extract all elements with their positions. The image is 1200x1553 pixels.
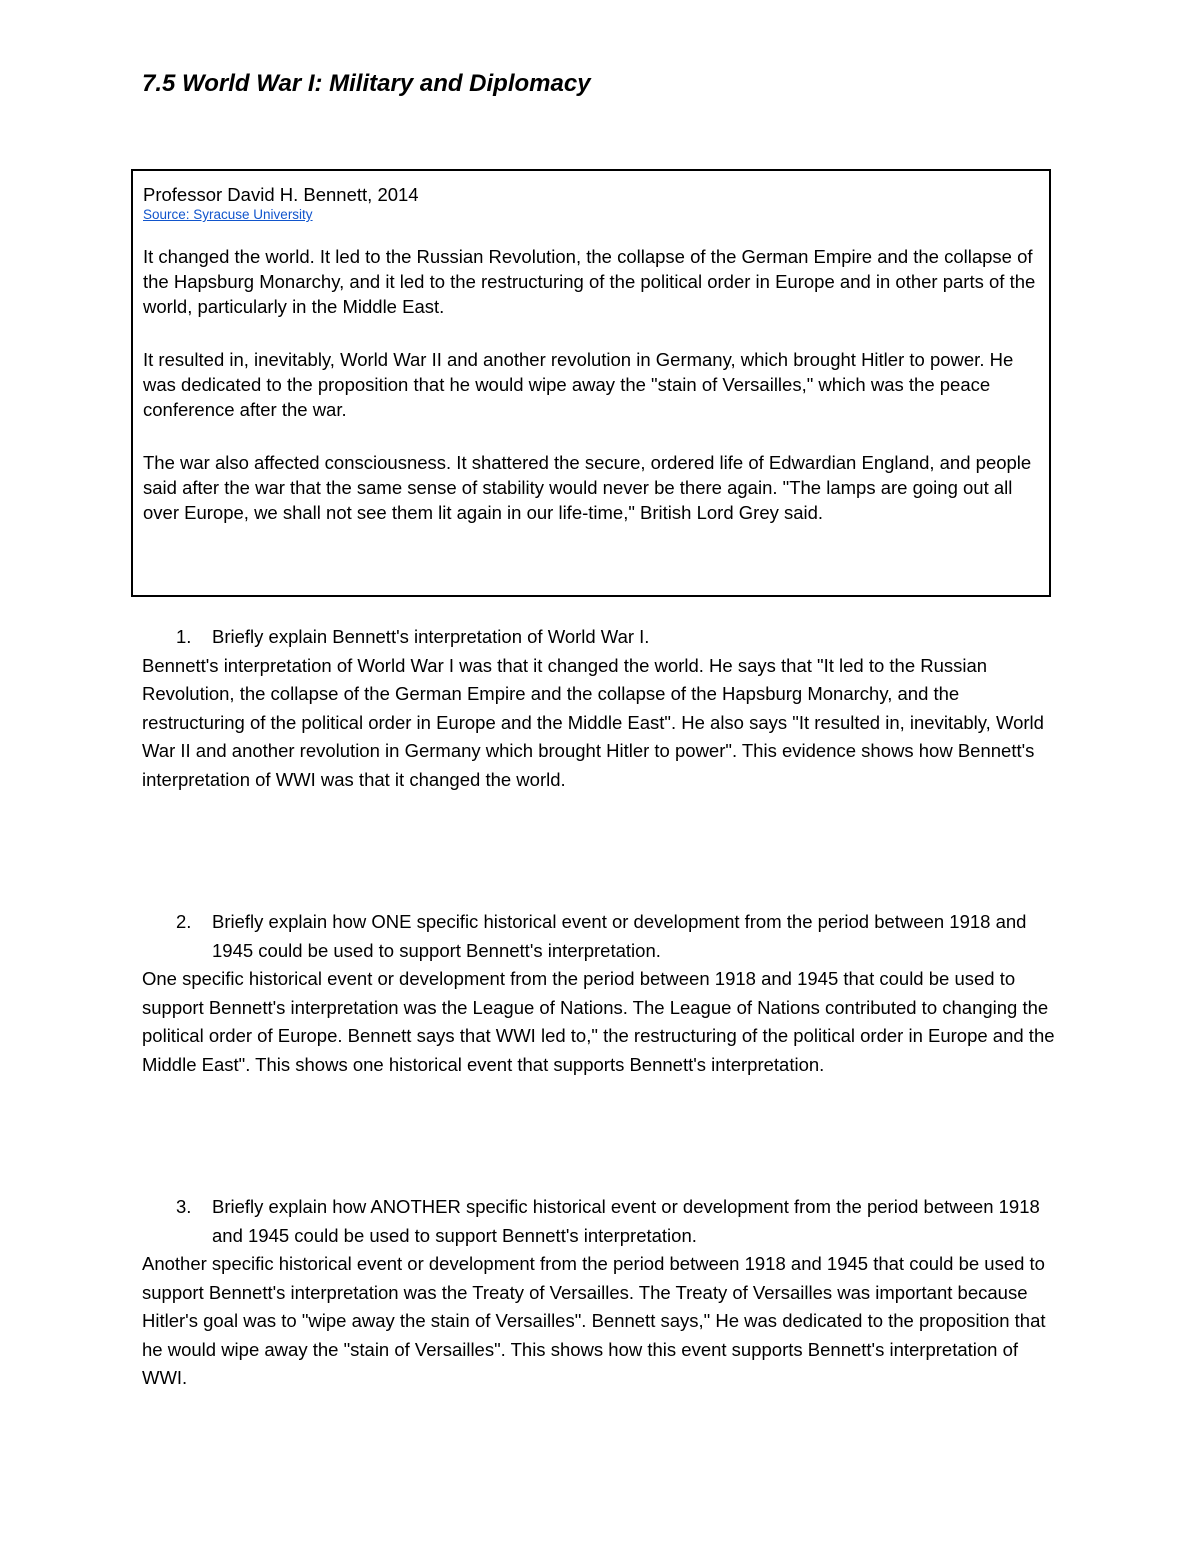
question-text: Briefly explain how ANOTHER specific historical event or development from the period between 1918 and 1945 could be used to support Bennett's interpretation. (212, 1196, 1040, 1246)
question-number: 2. (176, 911, 192, 932)
answer-text: Another specific historical event or development from the period between 1918 and 1945 that could be used to support Bennett's interpretation was the Treaty of Versailles. The Treaty of Versailles was important because Hitler's goal was to "wipe away the stain of Versailles". Bennett says," He was dedicated to the proposition that he would wipe away the "stain of Versailles". This shows how this event supports Bennett's interpretation of WWI. (142, 1253, 1046, 1388)
question-2 (142, 908, 1057, 1079)
source-link[interactable]: Source: Syracuse University (143, 207, 313, 222)
source-paragraph-2: It resulted in, inevitably, World War II and another revolution in Germany, which brought Hitler to power. He was dedicated to the proposition that he would wipe away the "stain of Versailles," which was the peace conference after the war. (143, 349, 1014, 420)
question-number: 3. (176, 1196, 192, 1217)
question-prompt (142, 908, 1057, 965)
question-prompt (142, 1193, 1057, 1250)
page-title: 7.5 World War I: Military and Diplomacy (142, 70, 591, 97)
source-paragraph-3: The war also affected consciousness. It shattered the secure, ordered life of Edwardian England, and people said after the war that the same sense of stability would never be there again. "The lamps are going out all over Europe, we shall not see them lit again in our life-time," British Lord Grey said. (143, 452, 1032, 523)
question-1 (142, 623, 1057, 794)
source-paragraph-1: It changed the world. It led to the Russian Revolution, the collapse of the German Empire and the collapse of the Hapsburg Monarchy, and it led to the restructuring of the political order in Europe and in other parts of the world, particularly in the Middle East. (143, 246, 1036, 317)
source-excerpt-content (143, 183, 1039, 525)
question-prompt (142, 623, 1057, 652)
source-author: Professor David H. Bennett, 2014 (143, 184, 419, 205)
answer-text: One specific historical event or development from the period between 1918 and 1945 that could be used to support Bennett's interpretation was the League of Nations. The League of Nations contributed to changing the political order of Europe. Bennett says that WWI led to," the restructuring of the political order in Europe and the Middle East". This shows one historical event that supports Bennett's interpretation. (142, 968, 1055, 1075)
source-excerpt-box (131, 169, 1051, 597)
question-text: Briefly explain how ONE specific historical event or development from the period between 1918 and 1945 could be used to support Bennett's interpretation. (212, 911, 1027, 961)
question-text: Briefly explain Bennett's interpretation of World War I. (212, 626, 650, 647)
question-number: 1. (176, 626, 192, 647)
question-3 (142, 1193, 1057, 1393)
answer-text: Bennett's interpretation of World War I was that it changed the world. He says that "It led to the Russian Revolution, the collapse of the German Empire and the collapse of the Hapsburg Monarchy, and the restructuring of the political order in Europe and the Middle East". He also says "It resulted in, inevitably, World War II and another revolution in Germany which brought Hitler to power". This evidence shows how Bennett's interpretation of WWI was that it changed the world. (142, 654, 1044, 790)
